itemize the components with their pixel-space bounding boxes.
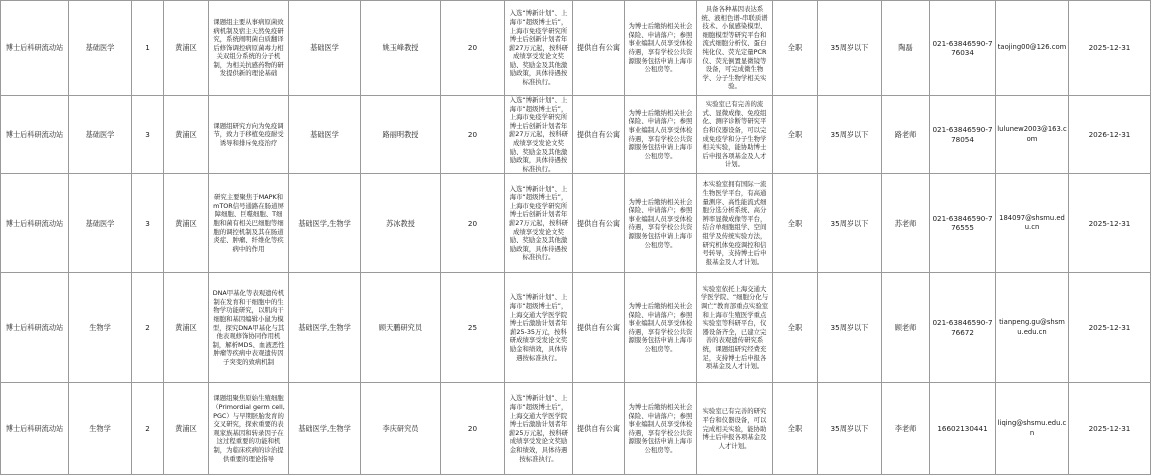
contact-cell: 顾老师 [882, 273, 930, 383]
platform-cell: 本实验室拥有国际一流生物医学平台，有高通量测序、高性能流式细胞分选分析系统、高分辨率显微成像等平台，结合单细胞组学、空间组学及传统实验方法，研究机体免疫调控和信号转导，支持博士后申报基金及人才计划。 [697, 174, 773, 273]
deadline-cell: 2025-12-31 [1069, 1, 1151, 96]
email-cell: taojing00@126.com [996, 1, 1069, 96]
discipline-cell: 生物学 [69, 273, 132, 383]
employment-cell: 全职 [773, 174, 818, 273]
phone-cell: 021-63846590-776034 [930, 1, 996, 96]
housing-cell: 提供自有公寓 [573, 174, 625, 273]
benefits-cell: 为博士后缴纳相关社会保险、申请落户；参照事业编制人员享受体检待遇，享有学校公共资源服务包括申请上海市公租房等。 [625, 383, 697, 475]
age-cell: 20 [441, 96, 505, 174]
supervisor-cell: 路丽明教授 [361, 96, 441, 174]
campus-cell: 黄浦区 [164, 273, 209, 383]
platform-cell: 实验室已有完善的研究平台和仪器设备，可以完成相关实验，能协助博士后申报各项基金及人才计划。 [697, 383, 773, 475]
employment-cell: 全职 [773, 273, 818, 383]
field-cell: 基础医学 [289, 1, 361, 96]
benefits-cell: 为博士后缴纳相关社会保险、申请落户；参照事业编制人员享受体检待遇，享有学校公共资源服务包括申请上海市公租房等。 [625, 1, 697, 96]
discipline-cell: 基础医学 [69, 96, 132, 174]
discipline-cell: 基础医学 [69, 174, 132, 273]
deadline-cell: 2025-12-31 [1069, 273, 1151, 383]
field-cell: 基础医学,生物学 [289, 273, 361, 383]
table-row [1, 96, 1151, 174]
contact-cell: 苏老师 [882, 174, 930, 273]
age-limit-cell: 35周岁以下 [818, 273, 882, 383]
field-cell: 基础医学,生物学 [289, 383, 361, 475]
employment-cell: 全职 [773, 383, 818, 475]
discipline-cell: 基础医学 [69, 1, 132, 96]
table-row [1, 1, 1151, 96]
contact-cell: 李老师 [882, 383, 930, 475]
quota-cell: 2 [132, 273, 164, 383]
age-limit-cell: 35周岁以下 [818, 96, 882, 174]
station-cell: 博士后科研流动站 [1, 174, 69, 273]
research-cell: 课题组主要从事病原菌致病机制及宿主天然免疫研究，系统阐明菌白质翻译后修饰调控病原菌毒力相关双组分系统的分子机制，为相关抗感药物的研发提供新的理论基础 [209, 1, 289, 96]
platform-cell: 具备各种基因表达系统、液相色谱-串联质谱技术、小鼠感染模型、细胞模型等研究平台和流式细胞分析仪、蛋白纯化仪、荧光定量PCR仪、荧光倒置显微镜等设备，可完成微生物学、分子生物学相关实验。 [697, 1, 773, 96]
supervisor-cell: 苏冰教授 [361, 174, 441, 273]
supervisor-cell: 姚玉峰教授 [361, 1, 441, 96]
salary-cell: 入选“博新计划”、上海市“超级博士后”，上海市免疫学研究所博士后创新计划者年薪27万元起，按科研成绩享受发论文奖励、奖励金及其他激励政策，具体待遇按标准执行。 [505, 96, 573, 174]
housing-cell: 提供自有公寓 [573, 273, 625, 383]
table-row [1, 273, 1151, 383]
employment-cell: 全职 [773, 1, 818, 96]
field-cell: 基础医学,生物学 [289, 174, 361, 273]
housing-cell: 提供自有公寓 [573, 1, 625, 96]
age-cell: 25 [441, 273, 505, 383]
station-cell: 博士后科研流动站 [1, 273, 69, 383]
phone-cell: 021-63846590-776672 [930, 273, 996, 383]
benefits-cell: 为博士后缴纳相关社会保险、申请落户；参照事业编制人员享受体检待遇，享有学校公共资源服务包括申请上海市公租房等。 [625, 96, 697, 174]
campus-cell: 黄浦区 [164, 1, 209, 96]
benefits-cell: 为博士后缴纳相关社会保险、申请落户；参照事业编制人员享受体检待遇，享有学校公共资源服务包括申请上海市公租房等。 [625, 273, 697, 383]
salary-cell: 入选“博新计划”、上海市“超级博士后”，上海交通大学医学院博士后激励计划者年薪25-35万元，按科研成绩享受发论文奖励金和绩效，具体待遇按标准执行。 [505, 273, 573, 383]
quota-cell: 1 [132, 1, 164, 96]
research-cell: DNA甲基化等表观遗传机制在发育和干细胞中的生物学功能研究，以肌肉干细胞和基因编辑小鼠为模型，探究DNA甲基化与其他表观修饰协同作用机制，解析MDS、血液恶性肿瘤等疾病中表观遗传因子突变的致病机制 [209, 273, 289, 383]
phone-cell: 021-63846590-778054 [930, 96, 996, 174]
field-cell: 基础医学 [289, 96, 361, 174]
age-limit-cell: 35周岁以下 [818, 1, 882, 96]
benefits-cell: 为博士后缴纳相关社会保险、申请落户；参照事业编制人员享受体检待遇，享有学校公共资源服务包括申请上海市公租房等。 [625, 174, 697, 273]
research-cell: 研究主要聚焦于MAPK和mTOR信号通路在肠道屏障细胞、巨噬细胞、T细胞和菌有相关巴细胞等细胞的调控机制及其在肠道炎症、肿瘤、纤维化等疾病中的作用 [209, 174, 289, 273]
discipline-cell: 生物学 [69, 383, 132, 475]
supervisor-cell: 顾天鹏研究员 [361, 273, 441, 383]
housing-cell: 提供自有公寓 [573, 96, 625, 174]
housing-cell: 提供自有公寓 [573, 383, 625, 475]
phone-cell: 021-63846590-776555 [930, 174, 996, 273]
salary-cell: 入选“博新计划”、上海市“超级博士后”，上海市免疫学研究所博士后创新计划者年薪27万元起，按科研成绩享受发论文奖励、奖励金及其他激励政策，具体待遇按标准执行。 [505, 1, 573, 96]
email-cell: 184097@shsmu.edu.cn [996, 174, 1069, 273]
salary-cell: 入选“博新计划”、上海市“超级博士后”，上海市免疫学研究所博士后创新计划者年薪27万元起，按科研成绩享受发论文奖励、奖励金及其他激励政策，具体待遇按标准执行。 [505, 174, 573, 273]
contact-cell: 路老师 [882, 96, 930, 174]
quota-cell: 3 [132, 96, 164, 174]
table-row [1, 383, 1151, 475]
email-cell: tianpeng.gu@shsmu.edu.cn [996, 273, 1069, 383]
platform-cell: 实验室依托上海交通大学医学院、“细胞分化与调亡”教育部重点实验室和上海市生殖医学重点实验室等科研平台，仪器设备齐全，已建立完善的表观遗传研究系统，课题组研究经费充足，支持博士后申报各项基金及人才计划。 [697, 273, 773, 383]
age-limit-cell: 35周岁以下 [818, 174, 882, 273]
email-cell: liqing@shsmu.edu.cn [996, 383, 1069, 475]
campus-cell: 黄浦区 [164, 174, 209, 273]
station-cell: 博士后科研流动站 [1, 96, 69, 174]
supervisor-cell: 李庆研究员 [361, 383, 441, 475]
contact-cell: 陶磊 [882, 1, 930, 96]
age-cell: 20 [441, 1, 505, 96]
age-limit-cell: 35周岁以下 [818, 383, 882, 475]
station-cell: 博士后科研流动站 [1, 383, 69, 475]
campus-cell: 黄浦区 [164, 96, 209, 174]
deadline-cell: 2025-12-31 [1069, 174, 1151, 273]
table-row [1, 174, 1151, 273]
age-cell: 20 [441, 383, 505, 475]
deadline-cell: 2026-12-31 [1069, 96, 1151, 174]
research-cell: 课题组聚焦原始生殖细胞（Primordial germ cell, PGC）与早期胚胎发育的交叉研究，探索重要的表观家族基因和转录因子在这过程重要的功能和机制，为临床疾病的诊治提供重要的理论指导 [209, 383, 289, 475]
quota-cell: 2 [132, 383, 164, 475]
platform-cell: 实验室已有完善的流式、显微成像、免疫组化、测序诊断等研究平台和仪器设备，可以完成免疫学和分子生物学相关实验，能协助博士后申报各项基金及人才计划。 [697, 96, 773, 174]
salary-cell: 入选“博新计划”、上海市“超级博士后”，上海交通大学医学院博士后激励计划者年薪25万元起，按科研成绩享受发论文奖励金和绩效，具体待遇按标准执行。 [505, 383, 573, 475]
quota-cell: 3 [132, 174, 164, 273]
phone-cell: 16602130441 [930, 383, 996, 475]
campus-cell: 黄浦区 [164, 383, 209, 475]
deadline-cell: 2025-12-31 [1069, 383, 1151, 475]
age-cell: 20 [441, 174, 505, 273]
employment-cell: 全职 [773, 96, 818, 174]
email-cell: lulunew2003@163.com [996, 96, 1069, 174]
research-cell: 课题组研究方向为免疫调节，致力于移植免疫耐受诱导和排斥免疫治疗 [209, 96, 289, 174]
station-cell: 博士后科研流动站 [1, 1, 69, 96]
